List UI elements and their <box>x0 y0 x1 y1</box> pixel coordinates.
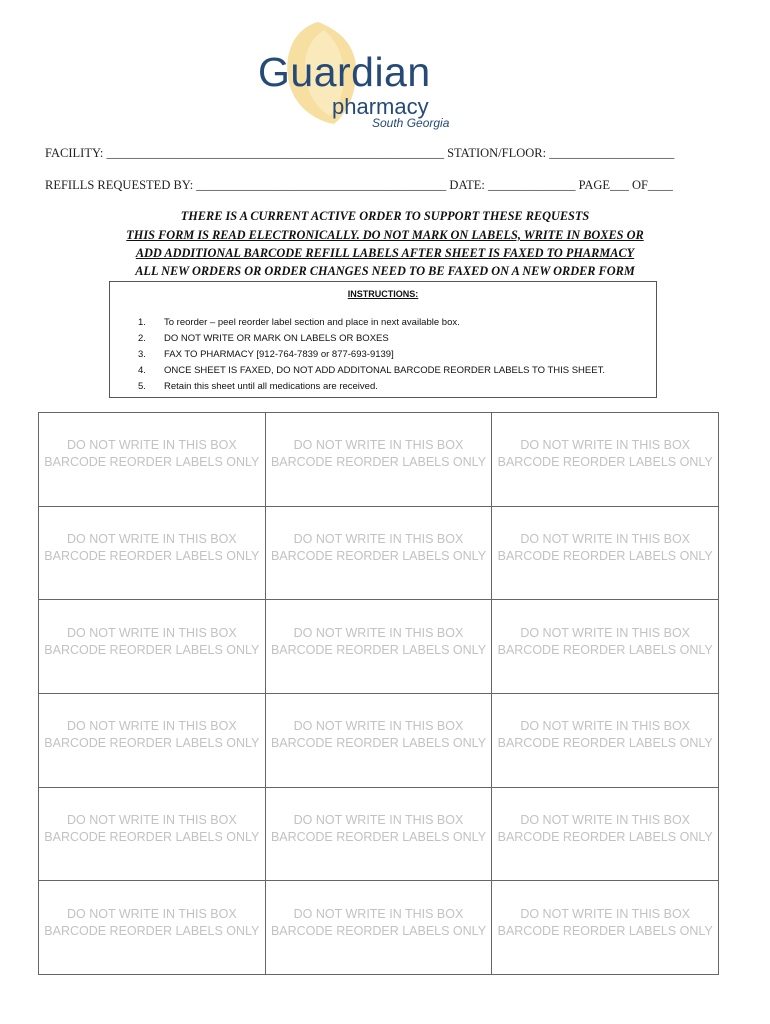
instruction-text: To reorder – peel reorder label section and place in next available box. <box>164 317 460 328</box>
label-box-line-1: DO NOT WRITE IN THIS BOX <box>520 719 691 734</box>
label-box[interactable] <box>266 600 493 694</box>
instruction-item <box>138 331 605 347</box>
label-box[interactable] <box>492 788 719 882</box>
label-box-line-1: DO NOT WRITE IN THIS BOX <box>520 906 691 921</box>
label-box-line-2: BARCODE REORDER LABELS ONLY <box>497 923 713 938</box>
label-box[interactable] <box>266 507 493 601</box>
notice-line-4: ALL NEW ORDERS OR ORDER CHANGES NEED TO BE FAXED ON A NEW ORDER FORM <box>135 264 635 278</box>
logo-subtitle: pharmacy <box>332 94 429 119</box>
label-box-line-2: BARCODE REORDER LABELS ONLY <box>44 923 260 938</box>
barcode-label-grid <box>38 412 719 975</box>
label-box-line-1: DO NOT WRITE IN THIS BOX <box>293 625 464 640</box>
instructions-list <box>138 315 605 395</box>
notice-line-2: THIS FORM IS READ ELECTRONICALLY. DO NOT MARK ON LABELS, WRITE IN BOXES OR <box>126 228 644 242</box>
label-box-line-2: BARCODE REORDER LABELS ONLY <box>44 736 260 751</box>
notice-line-1: THERE IS A CURRENT ACTIVE ORDER TO SUPPORT THESE REQUESTS <box>180 209 590 223</box>
refills-date-page-line[interactable]: REFILLS REQUESTED BY: ________________________________________ DATE: ______________ PAGE___ OF____ <box>45 178 673 192</box>
instruction-item <box>138 347 605 363</box>
instruction-item <box>138 363 605 379</box>
label-box-line-1: DO NOT WRITE IN THIS BOX <box>520 438 691 453</box>
label-box[interactable] <box>39 694 266 788</box>
label-box-line-1: DO NOT WRITE IN THIS BOX <box>66 812 237 827</box>
label-box[interactable] <box>492 881 719 975</box>
label-box-line-2: BARCODE REORDER LABELS ONLY <box>270 736 487 751</box>
label-box[interactable] <box>39 507 266 601</box>
label-box[interactable] <box>266 694 493 788</box>
label-box-line-2: BARCODE REORDER LABELS ONLY <box>270 829 487 844</box>
label-box-line-1: DO NOT WRITE IN THIS BOX <box>293 812 464 827</box>
label-box-line-2: BARCODE REORDER LABELS ONLY <box>270 455 487 470</box>
label-box-line-2: BARCODE REORDER LABELS ONLY <box>44 455 260 470</box>
label-box-line-1: DO NOT WRITE IN THIS BOX <box>293 719 464 734</box>
instruction-number: 2. <box>138 333 146 344</box>
label-box-line-2: BARCODE REORDER LABELS ONLY <box>497 642 713 657</box>
instruction-text: Retain this sheet until all medications are received. <box>164 381 378 392</box>
label-box-line-1: DO NOT WRITE IN THIS BOX <box>66 625 237 640</box>
facility-station-line[interactable]: FACILITY: ______________________________________________________ STATION/FLOOR: ____________________ <box>45 146 675 160</box>
guardian-pharmacy-logo <box>256 20 476 128</box>
label-box-line-1: DO NOT WRITE IN THIS BOX <box>520 531 691 546</box>
label-box-line-2: BARCODE REORDER LABELS ONLY <box>497 548 713 563</box>
label-box[interactable] <box>39 881 266 975</box>
label-box[interactable] <box>492 413 719 507</box>
label-box-line-2: BARCODE REORDER LABELS ONLY <box>497 455 713 470</box>
instruction-number: 4. <box>138 365 146 376</box>
label-box[interactable] <box>266 881 493 975</box>
label-box-line-1: DO NOT WRITE IN THIS BOX <box>293 531 464 546</box>
label-box[interactable] <box>266 788 493 882</box>
instruction-number: 3. <box>138 349 146 360</box>
label-box[interactable] <box>39 600 266 694</box>
label-box-line-2: BARCODE REORDER LABELS ONLY <box>44 548 260 563</box>
instruction-item <box>138 379 605 395</box>
logo-region: South Georgia <box>372 116 450 130</box>
instructions-box <box>109 281 657 398</box>
label-box-line-2: BARCODE REORDER LABELS ONLY <box>497 829 713 844</box>
label-box[interactable] <box>39 788 266 882</box>
instruction-text: FAX TO PHARMACY [912-764-7839 or 877-693-9139] <box>164 349 394 360</box>
label-box-line-2: BARCODE REORDER LABELS ONLY <box>44 829 260 844</box>
instructions-title: INSTRUCTIONS: <box>347 289 419 299</box>
instruction-text: DO NOT WRITE OR MARK ON LABELS OR BOXES <box>164 333 389 344</box>
label-box-line-1: DO NOT WRITE IN THIS BOX <box>66 531 237 546</box>
label-box[interactable] <box>492 694 719 788</box>
label-box[interactable] <box>492 600 719 694</box>
label-box-line-2: BARCODE REORDER LABELS ONLY <box>44 642 260 657</box>
label-box[interactable] <box>39 413 266 507</box>
logo-wordmark: Guardian <box>258 49 431 95</box>
label-box-line-1: DO NOT WRITE IN THIS BOX <box>66 719 237 734</box>
instruction-text: ONCE SHEET IS FAXED, DO NOT ADD ADDITONAL BARCODE REORDER LABELS TO THIS SHEET. <box>164 365 605 376</box>
notice-line-3: ADD ADDITIONAL BARCODE REFILL LABELS AFTER SHEET IS FAXED TO PHARMACY <box>135 246 635 260</box>
label-box-line-2: BARCODE REORDER LABELS ONLY <box>270 548 487 563</box>
instruction-number: 5. <box>138 381 146 392</box>
label-box-line-2: BARCODE REORDER LABELS ONLY <box>270 923 487 938</box>
instruction-number: 1. <box>138 317 146 328</box>
label-box-line-1: DO NOT WRITE IN THIS BOX <box>520 812 691 827</box>
label-box-line-1: DO NOT WRITE IN THIS BOX <box>293 438 464 453</box>
instruction-item <box>138 315 605 331</box>
label-box-line-1: DO NOT WRITE IN THIS BOX <box>66 438 237 453</box>
label-box[interactable] <box>492 507 719 601</box>
label-box-line-1: DO NOT WRITE IN THIS BOX <box>520 625 691 640</box>
label-box-line-2: BARCODE REORDER LABELS ONLY <box>497 736 713 751</box>
label-box-line-1: DO NOT WRITE IN THIS BOX <box>293 906 464 921</box>
label-box[interactable] <box>266 413 493 507</box>
label-box-line-2: BARCODE REORDER LABELS ONLY <box>270 642 487 657</box>
label-box-line-1: DO NOT WRITE IN THIS BOX <box>66 906 237 921</box>
